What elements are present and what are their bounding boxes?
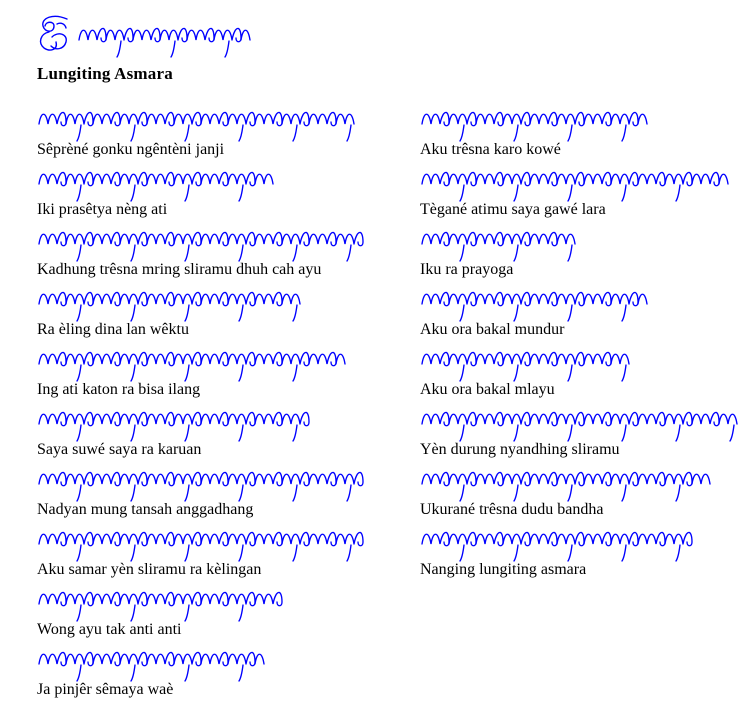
latin-line: Iki prasêtya nèng ati xyxy=(37,201,168,218)
lyrics-columns xyxy=(37,98,754,698)
javanese-script-line xyxy=(420,458,740,502)
javanese-script-line xyxy=(420,518,740,562)
javanese-script-line xyxy=(37,218,420,262)
latin-line: Ukurané trêsna dudu bandha xyxy=(420,501,604,518)
lyric-pair xyxy=(420,338,740,398)
lyric-pair xyxy=(37,518,420,578)
latin-line: Aku samar yèn sliramu ra kèlingan xyxy=(37,561,262,578)
latin-line: Ja pinjêr sêmaya waè xyxy=(37,681,174,698)
left-column xyxy=(37,98,420,698)
javanese-script-line xyxy=(37,98,420,142)
latin-line: Tègané atimu saya gawé lara xyxy=(420,201,606,218)
latin-line: Nanging lungiting asmara xyxy=(420,561,587,578)
lyric-pair xyxy=(37,458,420,518)
javanese-script-line xyxy=(37,638,420,682)
javanese-script-line xyxy=(420,278,740,322)
javanese-script-line xyxy=(420,158,740,202)
lyric-pair xyxy=(420,158,740,218)
javanese-script-line xyxy=(37,278,420,322)
javanese-script-line xyxy=(420,398,740,442)
latin-line: Kadhung trêsna mring sliramu dhuh cah ayu xyxy=(37,261,322,278)
right-column xyxy=(420,98,740,698)
javanese-flourish-ornament-icon xyxy=(37,12,73,56)
latin-line: Wong ayu tak anti anti xyxy=(37,621,182,638)
javanese-script-line xyxy=(37,518,420,562)
lyric-pair xyxy=(37,218,420,278)
header xyxy=(37,10,754,84)
latin-line: Ing ati katon ra bisa ilang xyxy=(37,381,201,398)
lyric-pair xyxy=(420,98,740,158)
latin-line: Ra èling dina lan wêktu xyxy=(37,321,189,338)
latin-line: Saya suwé saya ra karuan xyxy=(37,441,202,458)
latin-line: Nadyan mung tansah anggadhang xyxy=(37,501,254,518)
lyric-pair xyxy=(420,218,740,278)
latin-line: Sêprèné gonku ngêntèni janji xyxy=(37,141,225,158)
latin-line: Aku ora bakal mlayu xyxy=(420,381,555,398)
lyric-pair xyxy=(37,578,420,638)
javanese-title-row xyxy=(37,10,754,56)
javanese-script-line xyxy=(37,158,420,202)
page-title: Lungiting Asmara xyxy=(37,64,173,83)
latin-line: Aku trêsna karo kowé xyxy=(420,141,561,158)
javanese-script-line xyxy=(37,338,420,382)
lyric-pair xyxy=(420,518,740,578)
lyric-pair xyxy=(420,398,740,458)
javanese-script-line xyxy=(37,458,420,502)
javanese-script-line xyxy=(420,98,740,142)
lyric-pair xyxy=(37,158,420,218)
javanese-title xyxy=(77,14,253,58)
lyric-pair xyxy=(37,338,420,398)
latin-line: Aku ora bakal mundur xyxy=(420,321,565,338)
lyric-pair xyxy=(420,458,740,518)
javanese-script-line xyxy=(37,398,420,442)
javanese-script-line xyxy=(37,578,420,622)
lyric-pair xyxy=(37,638,420,698)
lyric-pair xyxy=(37,278,420,338)
lyric-pair xyxy=(37,98,420,158)
latin-line: Yèn durung nyandhing sliramu xyxy=(420,441,620,458)
javanese-script-line xyxy=(420,218,740,262)
latin-line: Iku ra prayoga xyxy=(420,261,514,278)
lyric-pair xyxy=(420,278,740,338)
javanese-script-line xyxy=(420,338,740,382)
lyric-pair xyxy=(37,398,420,458)
